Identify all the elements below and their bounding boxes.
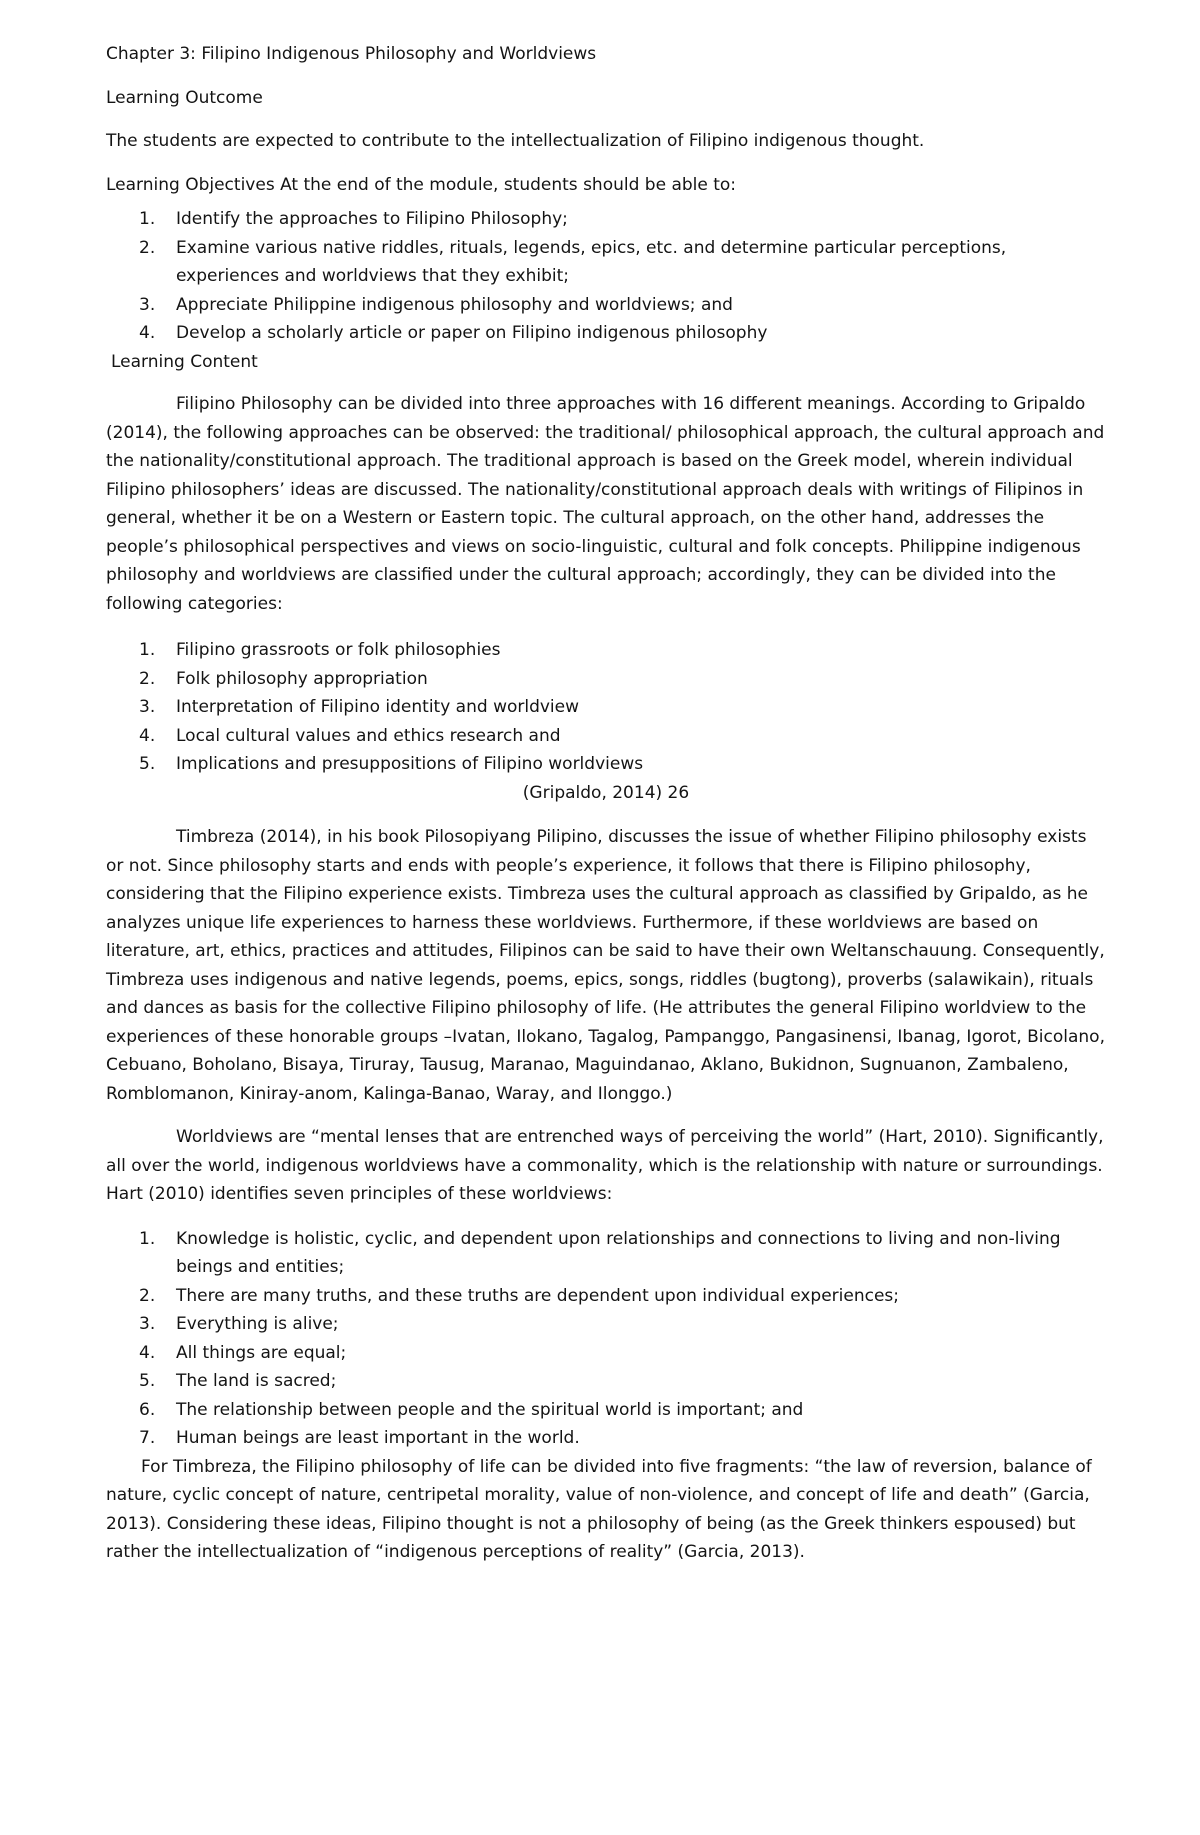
list-item-text: Examine various native riddles, rituals, legends, epics, etc. and determine particular perceptions, experiences and worldviews that they exhibit; xyxy=(176,237,1007,286)
list-item xyxy=(106,205,1106,234)
list-number: 5. xyxy=(139,754,156,774)
fragments-paragraph: For Timbreza, the Filipino philosophy of life can be divided into five fragments: “the law of reversion, balance of nature, cyclic concept of nature, centripetal morality, value of non-violence, and concept of life and death” (Garcia, 2013). Considering these ideas, Filipino thought is not a philosophy of being (as the Greek thinkers espoused) but rather the intellectualization of “indigenous perceptions of reality” (Garcia, 2013). xyxy=(106,1456,1092,1562)
list-item-text: The land is sacred; xyxy=(176,1371,337,1391)
list-number: 3. xyxy=(139,697,156,717)
list-item xyxy=(106,1367,1106,1396)
timbreza-paragraph: Timbreza (2014), in his book Pilosopiyang Pilipino, discusses the issue of whether Filipino philosophy exists or not. Since philosophy starts and ends with people’s experience, it follows that there is Filipino philosophy, considering that the Filipino experience exists. Timbreza uses the cultural approach as classified by Gripaldo, as he analyzes unique life experiences to harness these worldviews. Furthermore, if these worldviews are based on literature, art, ethics, practices and attitudes, Filipinos can be said to have their own Weltanschauung. Consequently, Timbreza uses indigenous and native legends, poems, epics, songs, riddles (bugtong), proverbs (salawikain), rituals and dances as basis for the collective Filipino philosophy of life. (He attributes the general Filipino worldview to the experiences of these honorable groups –Ivatan, Ilokano, Tagalog, Pampanggo, Pangasinensi, Ibanag, Igorot, Bicolano, Cebuano, Boholano, Bisaya, Tiruray, Tausug, Maranao, Maguindanao, Aklano, Bukidnon, Sugnuanon, Zambaleno, Romblomanon, Kiniray-anom, Kalinga-Banao, Waray, and Ilonggo.) xyxy=(106,827,1105,1104)
list-item xyxy=(106,1396,1106,1425)
list-item-text: Everything is alive; xyxy=(176,1314,339,1334)
list-number: 7. xyxy=(139,1428,156,1448)
list-number: 5. xyxy=(139,1371,156,1391)
list-number: 1. xyxy=(139,209,156,229)
list-number: 6. xyxy=(139,1399,156,1420)
list-item xyxy=(106,291,1106,320)
list-item-text: There are many truths, and these truths are dependent upon individual experiences; xyxy=(176,1285,899,1306)
learning-content-heading: Learning Content xyxy=(111,351,258,372)
list-item-text: Identify the approaches to Filipino Philosophy; xyxy=(176,209,568,229)
chapter-title: Chapter 3: Filipino Indigenous Philosophy and Worldviews xyxy=(106,44,597,64)
list-number: 1. xyxy=(139,640,156,660)
learning-outcome-text: The students are expected to contribute to the intellectualization of Filipino indigenous thought. xyxy=(106,131,925,151)
list-item xyxy=(106,750,1106,779)
list-item xyxy=(106,1339,1106,1368)
list-number: 4. xyxy=(139,725,156,746)
worldviews-paragraph: Worldviews are “mental lenses that are entrenched ways of perceiving the world” (Hart, 2010). Significantly, all over the world, indigenous worldviews have a commonality, which is the relationship with nature or surroundings. Hart (2010) identifies seven principles of these worldviews: xyxy=(106,1127,1104,1204)
list-item-text: Filipino grassroots or folk philosophies xyxy=(176,640,501,660)
list-item-text: The relationship between people and the spiritual world is important; and xyxy=(176,1399,804,1420)
categories-list xyxy=(106,636,1106,779)
principles-list xyxy=(106,1225,1106,1453)
document-page xyxy=(106,40,1106,1567)
list-item xyxy=(106,234,1106,291)
list-item-text: Folk philosophy appropriation xyxy=(176,668,428,689)
list-item xyxy=(106,1282,1106,1311)
list-number: 3. xyxy=(139,294,156,315)
list-number: 4. xyxy=(139,323,156,343)
list-number: 1. xyxy=(139,1228,156,1249)
list-item-text: Develop a scholarly article or paper on Filipino indigenous philosophy xyxy=(176,323,768,343)
list-number: 4. xyxy=(139,1342,156,1363)
intro-paragraph: Filipino Philosophy can be divided into three approaches with 16 different meanings. According to Gripaldo (2014), the following approaches can be observed: the traditional/ philosophical approach, the cultural approach and the nationality/constitutional approach. The traditional approach is based on the Greek model, wherein individual Filipino philosophers’ ideas are discussed. The nationality/constitutional approach deals with writings of Filipinos in general, whether it be on a Western or Eastern topic. The cultural approach, on the other hand, addresses the people’s philosophical perspectives and views on socio-linguistic, cultural and folk concepts. Philippine indigenous philosophy and worldviews are classified under the cultural approach; accordingly, they can be divided into the following categories: xyxy=(106,394,1105,614)
learning-objectives-list xyxy=(106,205,1106,348)
list-number: 3. xyxy=(139,1314,156,1334)
list-item-text: Interpretation of Filipino identity and worldview xyxy=(176,697,580,717)
learning-outcome-heading: Learning Outcome xyxy=(106,87,263,108)
list-number: 2. xyxy=(139,237,156,258)
list-item xyxy=(106,1424,1106,1453)
list-item xyxy=(106,1310,1106,1339)
list-item xyxy=(106,636,1106,665)
list-item xyxy=(106,665,1106,694)
list-item xyxy=(106,1225,1106,1282)
list-item xyxy=(106,722,1106,751)
list-item-text: All things are equal; xyxy=(176,1342,347,1363)
list-item-text: Implications and presuppositions of Filipino worldviews xyxy=(176,754,644,774)
list-item-text: Knowledge is holistic, cyclic, and dependent upon relationships and connections to living and non-living beings and entities; xyxy=(176,1228,1061,1277)
list-item xyxy=(106,319,1106,348)
list-number: 2. xyxy=(139,668,156,689)
list-item-text: Human beings are least important in the world. xyxy=(176,1428,580,1448)
list-number: 2. xyxy=(139,1285,156,1306)
learning-objectives-heading: Learning Objectives At the end of the module, students should be able to: xyxy=(106,174,737,195)
list-item-text: Appreciate Philippine indigenous philosophy and worldviews; and xyxy=(176,294,733,315)
list-item-text: Local cultural values and ethics research and xyxy=(176,725,561,746)
citation: (Gripaldo, 2014) 26 xyxy=(522,782,690,803)
list-item xyxy=(106,693,1106,722)
